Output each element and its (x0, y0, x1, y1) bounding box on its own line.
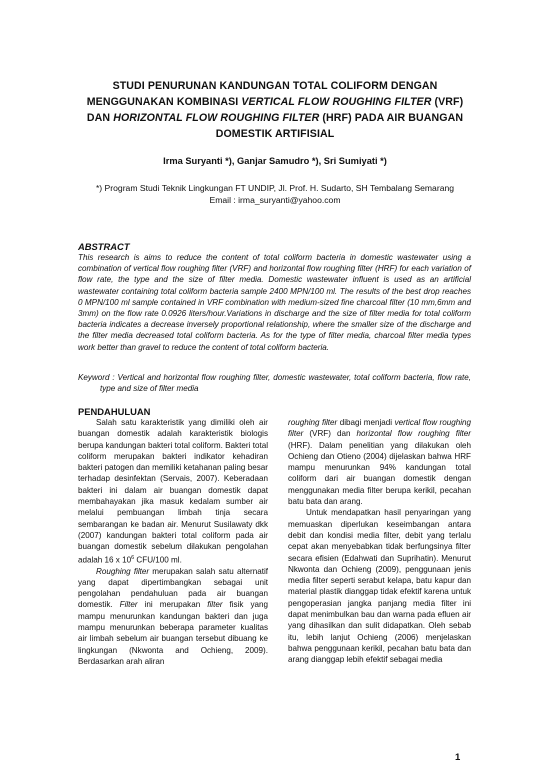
author-list: Irma Suryanti *), Ganjar Samudro *), Sri Sumiyati *) (163, 156, 387, 166)
paragraph-text: merupakan salah satu alternatif yang dapat dipertimbangkan sebagai unit pengolahan pendahuluan pada air buangan domestik. (78, 566, 268, 610)
paragraph-text: Salah satu karakteristik yang dimiliki oleh air buangan domestik adalah karakteristik biologis berupa kandungan bakteri total coliform. Bakteri total coliform merupakan bakteri indikator kehadiran bakteri patogen dan memiliki ketahanan paling besar terhadap desinfektan (Servais, 2007). Keberadaan bakteri ini dalam air buangan domestik dapat membahayakan jika masuk kedalam sumber air melalui pembuangan limbah tinja secara sembarangan ke badan air. Menurut Susilawaty dkk (2007) kandungan bakteri total coliform pada air buangan domestik sebelum dilakukan pengolahan adalah 16 x 10 (78, 418, 268, 565)
abstract-text: This research is aims to reduce the content of total coliform bacteria in domestic wastewater using a combination of vertical flow roughing filter (VRF) and horizontal flow roughing filter (HRF) for each variation of flow rate, the type and the size of filter media. Domestic wastewater influent is used as an artificial wastewater containing total coliform bacteria sample 2400 MPN/100 ml. The results of the best drop reaches 0 MPN/100 ml sample contained in VRF combination with medium-sized fine charcoal filter (10 mm,6mm and 3mm) on the flow rate 0.0926 liters/hour.Variations in discharge and the size of filter media for total coliform bacteria indicates a decrease inversely proportional relationship, where the smaller size of the discharge and the filter media decreased total coliform bacteria. As for the type of filter media, charcoal filter media types work better than gravel to reduce the content of total coliform bacteria. (78, 253, 471, 352)
paragraph-text: ini merupakan (137, 600, 208, 610)
paragraph-text: dibagi menjadi (337, 418, 395, 427)
emphasis: horizontal flow roughing filter (356, 429, 471, 439)
author-email: Email : irma_suryanti@yahoo.com (209, 195, 341, 205)
paragraph-text: (VRF) dan (303, 429, 357, 439)
paper-title (60, 78, 490, 142)
paragraph (288, 417, 471, 507)
page-number: 1 (455, 752, 461, 763)
right-column (288, 417, 471, 666)
title-line-4: DOMESTIK ARTIFISIAL (215, 128, 335, 140)
keywords: Keyword : Vertical and horizontal flow roughing filter, domestic wastewater, total coliform bacteria, flow rate, type and size of filter media (78, 373, 471, 394)
title-line-1: STUDI PENURUNAN KANDUNGAN TOTAL COLIFORM DENGAN (112, 80, 438, 92)
title-line-2-c: (VRF) (431, 96, 464, 108)
affiliation-line: *) Program Studi Teknik Lingkungan FT UNDIP, Jl. Prof. H. Sudarto, SH Tembalang Semarang (95, 183, 455, 193)
title-line-3-c: (HRF) PADA AIR BUANGAN (319, 112, 464, 124)
section-heading: PENDAHULUAN (78, 406, 151, 417)
title-line-3-a: DAN (86, 112, 114, 124)
emphasis: filter (207, 600, 223, 610)
title-line-2 (60, 94, 490, 110)
title-line-2-a: MENGGUNAKAN KOMBINASI (86, 96, 242, 108)
superscript: 6 (131, 554, 135, 561)
emphasis: vertical flow roughing filter (288, 418, 471, 439)
emphasis: Roughing filter (96, 566, 150, 576)
affiliation (60, 182, 490, 206)
emphasis: Filter (119, 600, 138, 610)
emphasis: roughing filter (288, 418, 338, 427)
title-line-2-b: VERTICAL FLOW ROUGHING FILTER (241, 96, 432, 108)
paragraph (78, 417, 268, 566)
paragraph (78, 566, 268, 668)
title-line-3-b: HORIZONTAL FLOW ROUGHING FILTER (113, 112, 320, 124)
left-column (78, 417, 268, 667)
abstract-heading: ABSTRACT (78, 241, 130, 252)
paragraph-text: CFU/100 ml. (134, 555, 182, 565)
paragraph-text: (HRF). Dalam penelitian yang dilakukan oleh Ochieng dan Otieno (2004) dijelaskan bahwa HRF mampu menurunkan 94% kandungan total coliform dari air buangan domestik dengan menggunakan media filter berupa kerikil, pecahan batu bata dan arang. (288, 440, 471, 507)
paragraph-text: fisik yang mampu menurunkan kandungan bakteri dan juga mampu menurunkan beberapa parameter kualitas air limbah sebelum air buangan tersebut dibuang ke lingkungan (Nkwonta and Ochieng, 2009). Berdasarkan arah aliran (78, 600, 268, 666)
title-line-3 (60, 110, 490, 126)
paragraph: Untuk mendapatkan hasil penyaringan yang memuaskan diperlukan keseimbangan antara debit dan kondisi media filter, debit yang terlalu cepat akan menyebabkan tidak berfungsinya filter secara efisien (Edahwati dan Suprihatin). Menurut Nkwonta dan Ochieng (2009), penggunaan jenis media filter seperti serabut kelapa, batu kapur dan material plastik dianggap tidak efektif karena untuk pengoperasian jangka panjang media filter ini dapat menimbulkan bau dan warna pada efluen air yang dihasilkan dan sulit didapatkan. Oleh sebab itu, lebih lanjut Ochieng (2006) menjelaskan bahwa penggunaan kerikil, pecahan batu bata dan arang dianggap lebih efektif sebagai media (288, 508, 471, 665)
